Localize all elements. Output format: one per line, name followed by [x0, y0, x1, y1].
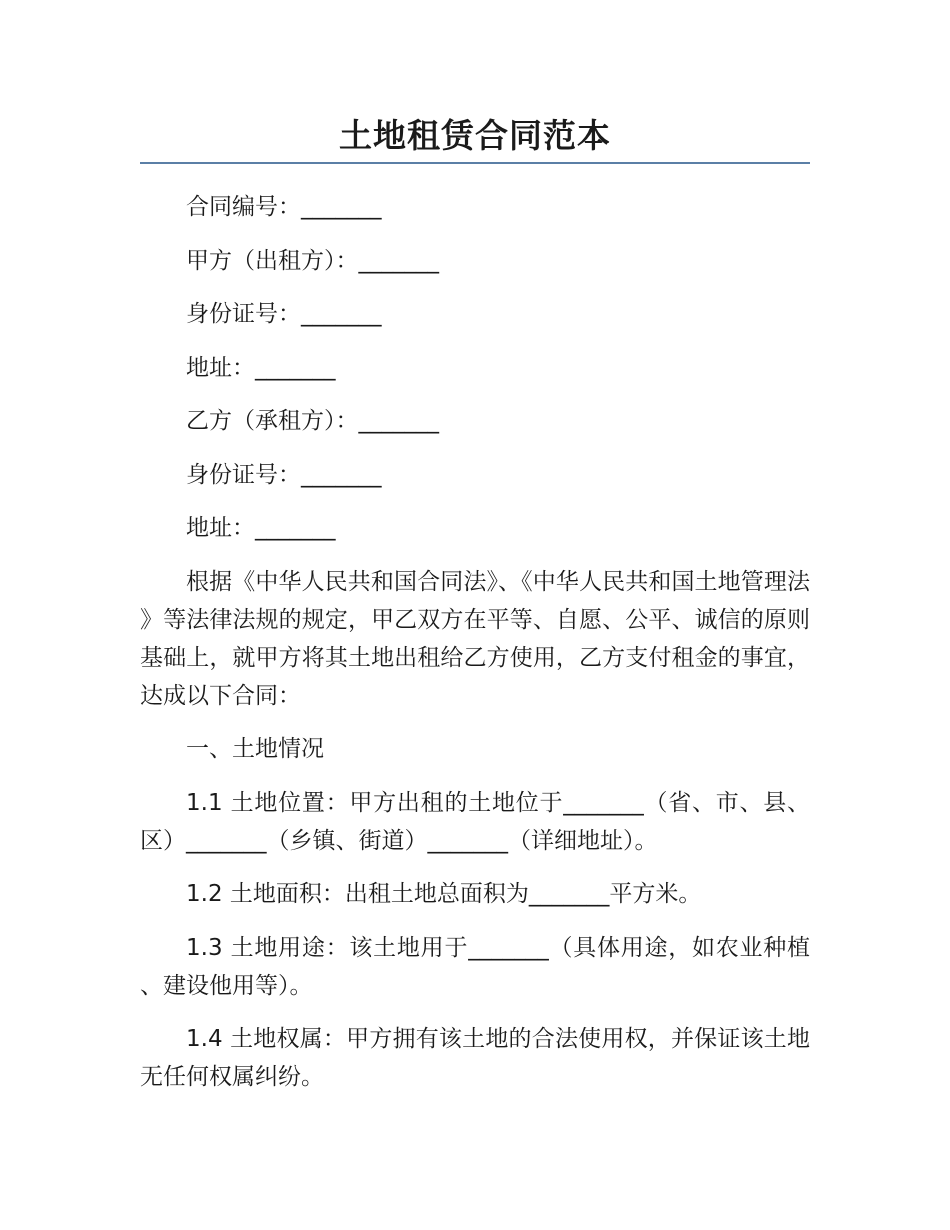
field-party-a-id: 身份证号：_______: [186, 301, 382, 327]
clause-1-2-area: 1.2 土地面积：出租土地总面积为_______平方米。: [186, 881, 702, 907]
section-heading-land-info: 一、土地情况: [186, 736, 324, 762]
field-party-b-id: 身份证号：_______: [186, 461, 382, 488]
clause-1-3-use: 1.3 土地用途：该土地用于_______（具体用途，如农业种植、建设他用等）。: [140, 934, 810, 999]
field-party-a-address: 地址：_______: [186, 354, 336, 381]
document-body: [140, 188, 810, 1112]
field-contract-number: 合同编号：_______: [186, 194, 382, 220]
preamble-paragraph: 根据《中华人民共和国合同法》、《中华人民共和国土地管理法》等法律法规的规定，甲乙双方在平等、自愿、公平、诚信的原则基础上，就甲方将其土地出租给乙方使用，乙方支付租金的事宜，达成以下合同：: [140, 568, 810, 709]
clause-1-1-location: 1.1 土地位置：甲方出租的土地位于_______（省、市、县、区）_______（乡镇、街道）_______（详细地址）。: [140, 789, 810, 854]
clause-1-4-ownership: 1.4 土地权属：甲方拥有该土地的合法使用权，并保证该土地无任何权属纠纷。: [140, 1026, 810, 1090]
field-party-b: 乙方（承租方）：_______: [186, 408, 439, 434]
document-title: 土地租赁合同范本: [339, 116, 611, 155]
field-party-a: 甲方（出租方）：_______: [186, 247, 439, 274]
field-party-b-address: 地址：_______: [186, 515, 336, 541]
title-underline: [140, 162, 810, 164]
